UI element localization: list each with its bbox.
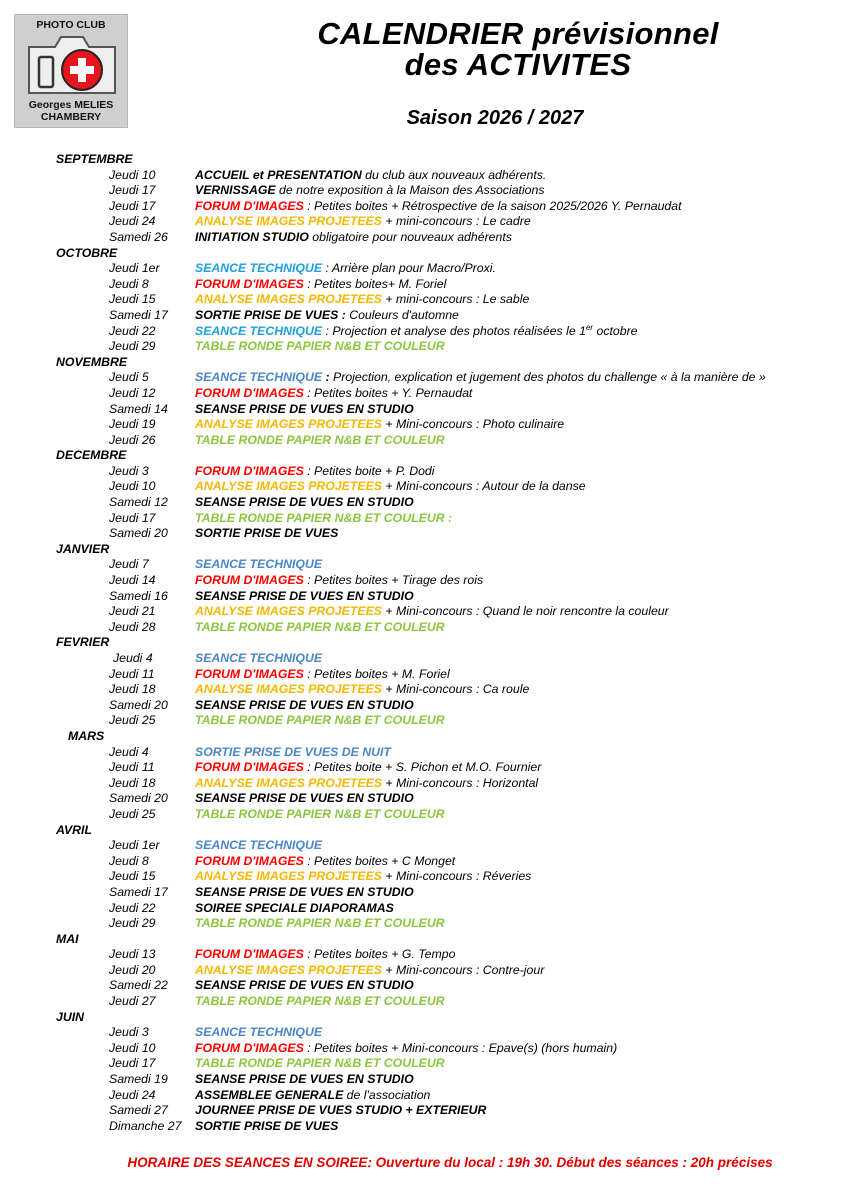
event-date: Jeudi 1er — [109, 838, 160, 853]
event-date: Jeudi 10 — [109, 479, 156, 494]
event-row — [0, 807, 863, 823]
event-text-black: VERNISSAGE — [195, 183, 276, 198]
month-heading: MAI — [56, 931, 79, 946]
event-text-black: : — [322, 370, 334, 385]
event-description — [195, 292, 529, 308]
event-description — [195, 277, 446, 293]
event-row — [0, 1088, 863, 1104]
event-text-analyse: ANALYSE IMAGES PROJETEES — [195, 214, 382, 229]
event-row — [0, 682, 863, 698]
event-text-sup: er — [585, 322, 594, 332]
event-date: Samedi 20 — [109, 526, 168, 541]
event-text-plain: + Mini-concours : Autour de la danse — [382, 479, 586, 494]
event-row — [0, 978, 863, 994]
event-text-plain: : Projection et analyse des photos réalisées le 1 — [322, 323, 586, 338]
event-text-black: JOURNEE PRISE DE VUES STUDIO + EXTERIEUR — [195, 1103, 487, 1118]
event-date: Jeudi 1er — [109, 261, 160, 276]
event-text-plain: + Mini-concours : Réveries — [382, 869, 532, 884]
event-description — [195, 916, 445, 932]
event-date: Jeudi 11 — [109, 666, 155, 681]
month-heading: JANVIER — [56, 541, 110, 556]
event-row — [0, 589, 863, 605]
event-text-black: ASSEMBLEE GENERALE — [195, 1087, 344, 1102]
event-date: Jeudi 22 — [109, 323, 156, 338]
event-text-table: TABLE RONDE PAPIER N&B ET COULEUR : — [195, 510, 453, 525]
event-text-plain: de notre exposition à la Maison des Associations — [275, 183, 545, 198]
event-date: Jeudi 8 — [109, 276, 149, 291]
event-description — [195, 713, 445, 729]
event-row — [0, 854, 863, 870]
event-date: Jeudi 3 — [109, 463, 149, 478]
event-text-forum: FORUM D'IMAGES — [195, 760, 304, 775]
event-date: Samedi 20 — [109, 697, 168, 712]
event-text-analyse: ANALYSE IMAGES PROJETEES — [195, 479, 382, 494]
event-row — [0, 292, 863, 308]
event-date: Jeudi 18 — [109, 775, 156, 790]
event-text-table: TABLE RONDE PAPIER N&B ET COULEUR — [195, 916, 445, 931]
event-text-forum: FORUM D'IMAGES — [195, 198, 304, 213]
event-date: Samedi 22 — [109, 978, 168, 993]
event-date: Jeudi 20 — [109, 962, 156, 977]
event-text-forum: FORUM D'IMAGES — [195, 385, 304, 400]
event-description — [195, 667, 450, 683]
schedule-hours-note: HORAIRE DES SEANCES EN SOIREE: Ouverture du local : 19h 30. Début des séances : 20h précises — [127, 1155, 773, 1170]
event-text-plain: : Petites boites + M. Foriel — [303, 666, 450, 681]
event-description — [195, 1056, 445, 1072]
event-text-analyse: ANALYSE IMAGES PROJETEES — [195, 292, 382, 307]
event-row — [0, 402, 863, 418]
event-date: Jeudi 25 — [109, 713, 156, 728]
event-text-plain: : Petites boites + Rétrospective de la saison 2025/2026 Y. Pernaudat — [303, 198, 682, 213]
event-text-plain: du club aux nouveaux adhérents. — [361, 167, 547, 182]
event-description — [195, 994, 445, 1010]
event-row — [0, 479, 863, 495]
event-text-plain: + Mini-concours : Quand le noir rencontre la couleur — [382, 604, 669, 619]
event-text-table: TABLE RONDE PAPIER N&B ET COULEUR — [195, 994, 445, 1009]
event-text-plain: : Petites boites+ M. Foriel — [303, 276, 447, 291]
event-text-forum: FORUM D'IMAGES — [195, 573, 304, 588]
event-text-forum: FORUM D'IMAGES — [195, 853, 304, 868]
event-row — [0, 324, 863, 340]
logo-club-name: Georges MELIES — [28, 99, 114, 111]
event-text-black: SEANSE PRISE DE VUES EN STUDIO — [195, 495, 414, 510]
month-heading: OCTOBRE — [56, 245, 118, 260]
event-row — [0, 433, 863, 449]
event-description — [195, 947, 455, 963]
event-row — [0, 620, 863, 636]
event-text-black: SEANSE PRISE DE VUES EN STUDIO — [195, 1072, 414, 1087]
event-text-seance2: SORTIE PRISE DE VUES DE NUIT — [195, 744, 391, 759]
event-text-forum: FORUM D'IMAGES — [195, 276, 304, 291]
event-text-black: SEANSE PRISE DE VUES EN STUDIO — [195, 401, 414, 416]
event-description — [195, 963, 544, 979]
event-date: Jeudi 29 — [109, 339, 156, 354]
event-text-black: ACCUEIL et PRESENTATION — [195, 167, 362, 182]
event-text-black: SEANSE PRISE DE VUES EN STUDIO — [195, 978, 414, 993]
event-date: Jeudi 17 — [109, 1056, 156, 1071]
event-text-seance: SEANCE TECHNIQUE — [195, 323, 323, 338]
event-date: Jeudi 5 — [109, 370, 149, 385]
event-description — [195, 698, 414, 714]
event-text-plain: : Petites boites + C Monget — [303, 853, 456, 868]
event-description — [195, 604, 669, 620]
event-description — [195, 1072, 414, 1088]
event-row — [0, 370, 863, 386]
event-description — [195, 854, 455, 870]
event-row — [0, 885, 863, 901]
event-date: Jeudi 12 — [109, 385, 156, 400]
event-row — [0, 604, 863, 620]
event-row — [0, 168, 863, 184]
event-row — [0, 557, 863, 573]
event-description — [195, 620, 445, 636]
event-row — [0, 963, 863, 979]
event-text-forum: FORUM D'IMAGES — [195, 666, 304, 681]
event-row — [0, 869, 863, 885]
event-description — [195, 183, 545, 199]
event-date: Jeudi 8 — [109, 853, 149, 868]
event-row — [0, 495, 863, 511]
event-description — [195, 464, 435, 480]
event-row — [0, 1025, 863, 1041]
event-description — [195, 1025, 322, 1041]
event-text-seance2: SEANCE TECHNIQUE — [195, 1025, 323, 1040]
event-date: Samedi 14 — [109, 401, 168, 416]
event-row — [0, 667, 863, 683]
month-heading: FEVRIER — [56, 635, 110, 650]
event-text-plain: + Mini-concours : Contre-jour — [382, 962, 545, 977]
season-subtitle: Saison 2026 / 2027 — [406, 107, 584, 129]
event-text-seance2: SEANCE TECHNIQUE — [195, 370, 323, 385]
month-heading: NOVEMBRE — [56, 354, 128, 369]
event-text-plain: : Petites boite + P. Dodi — [303, 463, 435, 478]
event-description — [195, 214, 531, 230]
event-row — [0, 1041, 863, 1057]
event-row — [0, 916, 863, 932]
event-description — [195, 230, 512, 246]
event-description — [195, 1119, 338, 1135]
event-text-plain: Projection, explication et jugement des photos du challenge « à la manière de » — [333, 370, 766, 385]
event-text-seance2: SEANCE TECHNIQUE — [195, 651, 323, 665]
page-title — [180, 18, 856, 80]
event-description — [195, 168, 546, 184]
event-text-black: SEANSE PRISE DE VUES EN STUDIO — [195, 791, 414, 806]
event-date: Jeudi 28 — [109, 619, 156, 634]
event-text-analyse: ANALYSE IMAGES PROJETEES — [195, 417, 382, 432]
month-heading: AVRIL — [56, 822, 92, 837]
event-text-analyse: ANALYSE IMAGES PROJETEES — [195, 775, 382, 790]
event-date: Jeudi 27 — [109, 994, 156, 1009]
event-date: Jeudi 22 — [109, 900, 156, 915]
event-date: Jeudi 11 — [109, 760, 155, 775]
event-date: Jeudi 17 — [109, 198, 156, 213]
event-date: Jeudi 18 — [109, 682, 156, 697]
event-text-seance2: SEANCE TECHNIQUE — [195, 557, 323, 572]
month-heading: MARS — [68, 728, 105, 743]
event-date: Jeudi 4 — [109, 744, 149, 759]
event-row — [0, 277, 863, 293]
event-description — [195, 308, 459, 324]
event-text-plain: : Petites boites + G. Tempo — [303, 947, 456, 962]
event-date: Dimanche 27 — [109, 1118, 182, 1133]
event-row — [0, 776, 863, 792]
event-text-plain: + mini-concours : Le cadre — [382, 214, 531, 229]
club-logo — [14, 14, 128, 128]
activity-schedule — [0, 152, 863, 1134]
event-text-forum: FORUM D'IMAGES — [195, 947, 304, 962]
event-row — [0, 386, 863, 402]
event-row — [0, 230, 863, 246]
event-date: Samedi 17 — [109, 884, 168, 899]
event-date: Jeudi 14 — [109, 573, 156, 588]
event-row — [0, 994, 863, 1010]
title-line-2: des ACTIVITES — [404, 47, 632, 82]
event-text-plain: octobre — [593, 323, 638, 338]
event-text-black: SORTIE PRISE DE VUES — [195, 1118, 339, 1133]
event-description — [195, 557, 322, 573]
event-date: Jeudi 25 — [109, 806, 156, 821]
event-row — [0, 261, 863, 277]
event-text-forum: FORUM D'IMAGES — [195, 1040, 304, 1055]
event-text-black: SOIREE SPECIALE DIAPORAMAS — [195, 900, 394, 915]
event-row — [0, 838, 863, 854]
event-row — [0, 1072, 863, 1088]
event-row — [0, 651, 863, 667]
event-date: Jeudi 10 — [109, 1040, 156, 1055]
event-row — [0, 1119, 863, 1135]
event-text-plain: + Mini-concours : Horizontal — [382, 775, 539, 790]
event-date: Jeudi 15 — [109, 869, 156, 884]
event-text-table: TABLE RONDE PAPIER N&B ET COULEUR — [195, 339, 445, 354]
logo-club-city: CHAMBERY — [40, 111, 102, 123]
event-text-table: TABLE RONDE PAPIER N&B ET COULEUR — [195, 806, 445, 821]
event-date: Jeudi 17 — [109, 510, 156, 525]
event-date: Samedi 16 — [109, 588, 168, 603]
event-date: Jeudi 24 — [109, 214, 156, 229]
event-description — [195, 495, 414, 511]
event-date: Jeudi 10 — [109, 167, 156, 182]
event-description — [195, 869, 531, 885]
event-description — [195, 511, 452, 527]
event-description — [195, 1041, 617, 1057]
event-description — [195, 589, 414, 605]
event-text-table: TABLE RONDE PAPIER N&B ET COULEUR — [195, 1056, 445, 1071]
event-description — [195, 199, 682, 215]
event-row — [0, 745, 863, 761]
event-date: Samedi 20 — [109, 791, 168, 806]
event-date: Jeudi 17 — [109, 183, 156, 198]
event-description — [195, 682, 529, 698]
event-text-plain: : Arrière plan pour Macro/Proxi. — [322, 261, 496, 276]
event-text-plain: de l'association — [343, 1087, 431, 1102]
event-date: Samedi 26 — [109, 229, 168, 244]
event-text-plain: Couleurs d'automne — [345, 307, 459, 322]
event-text-black: INITIATION STUDIO — [195, 229, 309, 244]
event-row — [0, 199, 863, 215]
event-description — [195, 651, 322, 667]
event-description — [195, 370, 766, 386]
event-date: Jeudi 3 — [109, 1025, 149, 1040]
event-row — [0, 760, 863, 776]
event-description — [195, 339, 445, 355]
event-date: Jeudi 24 — [109, 1087, 156, 1102]
event-text-plain: : Petites boite + S. Pichon et M.O. Fournier — [303, 760, 542, 775]
event-date: Jeudi 4 — [113, 651, 153, 665]
event-description — [195, 745, 391, 761]
event-description — [195, 386, 472, 402]
event-description — [195, 838, 322, 854]
event-text-analyse: ANALYSE IMAGES PROJETEES — [195, 869, 382, 884]
event-text-analyse: ANALYSE IMAGES PROJETEES — [195, 604, 382, 619]
event-text-black: SORTIE PRISE DE VUES : — [195, 307, 346, 322]
event-row — [0, 339, 863, 355]
event-text-table: TABLE RONDE PAPIER N&B ET COULEUR — [195, 619, 445, 634]
event-description — [195, 885, 414, 901]
event-text-analyse: ANALYSE IMAGES PROJETEES — [195, 962, 382, 977]
event-text-table: TABLE RONDE PAPIER N&B ET COULEUR — [195, 713, 445, 728]
event-row — [0, 183, 863, 199]
event-description — [195, 776, 538, 792]
event-text-plain: + Mini-concours : Ca roule — [382, 682, 530, 697]
event-description — [195, 479, 586, 495]
event-description — [195, 433, 445, 449]
event-row — [0, 901, 863, 917]
logo-top-text: PHOTO CLUB — [36, 19, 106, 31]
event-text-black: SEANSE PRISE DE VUES EN STUDIO — [195, 588, 414, 603]
event-description — [195, 573, 483, 589]
event-row — [0, 417, 863, 433]
event-date: Jeudi 26 — [109, 432, 156, 447]
event-row — [0, 713, 863, 729]
event-text-analyse: ANALYSE IMAGES PROJETEES — [195, 682, 382, 697]
camera-cross-icon — [25, 33, 119, 97]
event-text-black: SEANSE PRISE DE VUES EN STUDIO — [195, 884, 414, 899]
month-heading: JUIN — [56, 1009, 85, 1024]
event-row — [0, 214, 863, 230]
title-line-1: CALENDRIER prévisionnel — [317, 16, 719, 51]
event-text-plain: obligatoire pour nouveaux adhérents — [308, 229, 512, 244]
event-description — [195, 901, 394, 917]
event-description — [195, 324, 638, 340]
month-heading: SEPTEMBRE — [56, 152, 133, 166]
event-text-black: SORTIE PRISE DE VUES — [195, 526, 339, 541]
event-description — [195, 417, 564, 433]
event-description — [195, 1103, 486, 1119]
event-row — [0, 698, 863, 714]
event-text-plain: : Petites boites + Tirage des rois — [303, 573, 484, 588]
event-date: Jeudi 15 — [109, 292, 156, 307]
event-date: Samedi 19 — [109, 1072, 168, 1087]
event-text-forum: FORUM D'IMAGES — [195, 463, 304, 478]
event-row — [0, 1056, 863, 1072]
event-row — [0, 526, 863, 542]
event-description — [195, 760, 541, 776]
event-date: Samedi 27 — [109, 1103, 168, 1118]
event-row — [0, 947, 863, 963]
event-date: Samedi 12 — [109, 495, 168, 510]
event-date: Jeudi 19 — [109, 417, 156, 432]
event-row — [0, 464, 863, 480]
event-text-black: SEANSE PRISE DE VUES EN STUDIO — [195, 697, 414, 712]
event-row — [0, 573, 863, 589]
event-description — [195, 261, 496, 277]
event-description — [195, 1088, 430, 1104]
event-row — [0, 511, 863, 527]
event-description — [195, 526, 338, 542]
event-date: Jeudi 21 — [109, 604, 156, 619]
event-text-seance2: SEANCE TECHNIQUE — [195, 838, 323, 853]
event-row — [0, 308, 863, 324]
event-row — [0, 791, 863, 807]
event-date: Jeudi 29 — [109, 916, 156, 931]
event-date: Jeudi 7 — [109, 557, 149, 572]
logo-bottom-text — [15, 99, 127, 123]
event-description — [195, 807, 445, 823]
event-text-plain: + Mini-concours : Photo culinaire — [382, 417, 565, 432]
event-text-plain: : Petites boites + Mini-concours : Epave(s) (hors humain) — [303, 1040, 618, 1055]
event-description — [195, 978, 414, 994]
event-text-plain: + mini-concours : Le sable — [382, 292, 530, 307]
event-row — [0, 1103, 863, 1119]
month-heading: DECEMBRE — [56, 448, 127, 463]
event-date: Jeudi 13 — [109, 947, 156, 962]
event-date: Samedi 17 — [109, 307, 168, 322]
event-text-seance: SEANCE TECHNIQUE — [195, 261, 323, 276]
event-text-plain: : Petites boites + Y. Pernaudat — [303, 385, 473, 400]
event-text-table: TABLE RONDE PAPIER N&B ET COULEUR — [195, 432, 445, 447]
event-description — [195, 402, 414, 418]
event-description — [195, 791, 414, 807]
